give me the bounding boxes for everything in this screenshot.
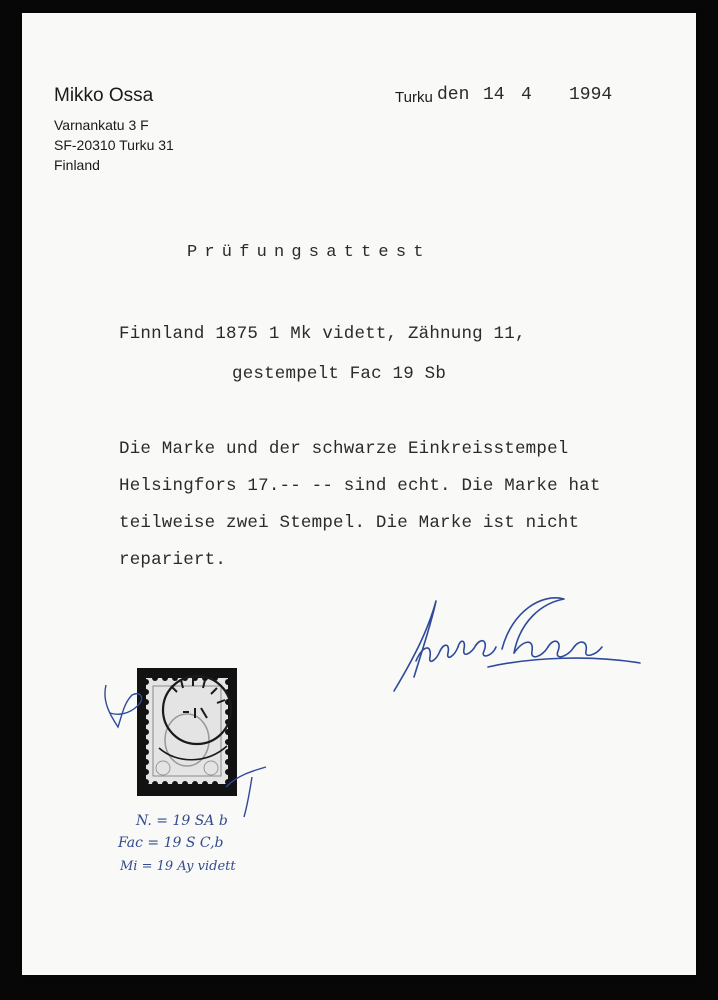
signature-image — [392, 591, 642, 701]
statement-line: Helsingfors 17.-- -- sind echt. Die Marke hat — [119, 476, 601, 496]
catalogue-note: Mi = 19 Ay vidett — [120, 859, 236, 874]
date-month: 4 — [521, 85, 532, 105]
certificate-sheet — [22, 13, 696, 975]
sender-country: Finland — [54, 157, 100, 173]
statement-line: teilweise zwei Stempel. Die Marke ist nicht — [119, 513, 580, 533]
pencil-mark-left — [100, 681, 148, 731]
catalogue-note: Fac = 19 S C,b — [118, 835, 224, 851]
date-year: 1994 — [569, 85, 613, 105]
date-day: 14 — [483, 85, 505, 105]
stamp-description-line2: gestempelt Fac 19 Sb — [232, 364, 447, 384]
date-prefix: den — [437, 85, 470, 105]
catalogue-note: N. = 19 SA b — [136, 813, 228, 829]
sender-name: Mikko Ossa — [54, 85, 154, 106]
statement-line: repariert. — [119, 550, 227, 570]
stamp-description-line1: Finnland 1875 1 Mk vidett, Zähnung 11, — [119, 324, 526, 344]
certificate-title: Prüfungsattest — [187, 243, 431, 262]
pencil-mark-right — [222, 763, 282, 823]
sender-street: Varnankatu 3 F — [54, 117, 149, 133]
statement-line: Die Marke und der schwarze Einkreisstempel — [119, 439, 569, 459]
sender-postal: SF-20310 Turku 31 — [54, 137, 174, 153]
date-city: Turku — [395, 89, 433, 106]
